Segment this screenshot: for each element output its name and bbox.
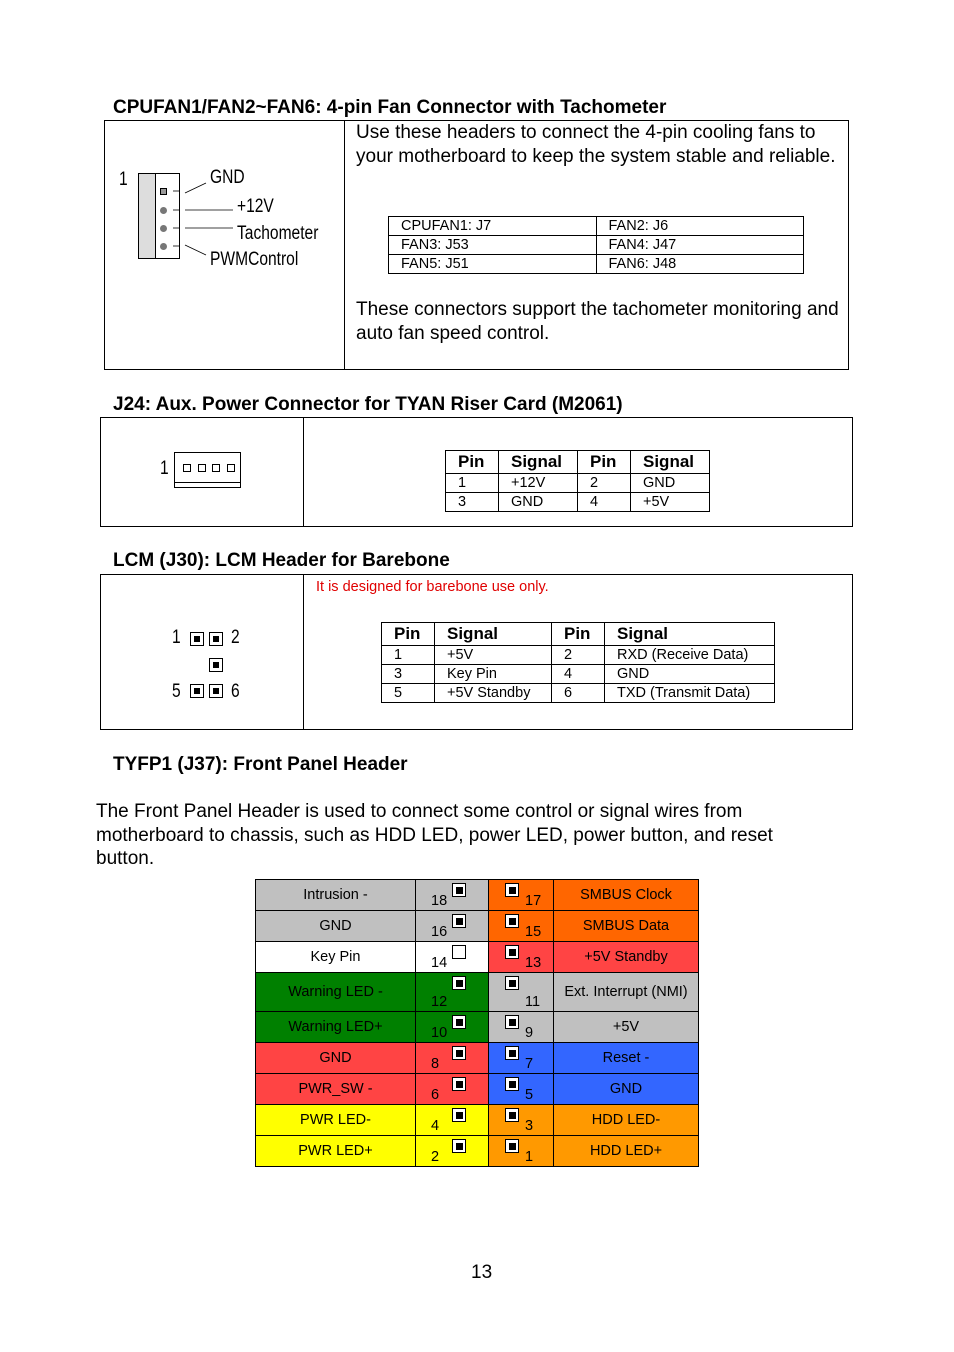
fan-label-12v: +12V [237, 196, 274, 217]
table-header: Pin Signal Pin Signal [382, 623, 775, 646]
fp-pin-number: 14 [431, 955, 448, 971]
fp-right-signal: +5V [554, 1012, 699, 1043]
fp-right-signal: HDD LED- [554, 1105, 699, 1136]
table-row: 3 GND 4 +5V [446, 493, 710, 512]
lcm-pin-label-6: 6 [231, 681, 240, 702]
j24-connector [174, 452, 241, 488]
fp-pin-square [505, 1077, 519, 1091]
fp-heading: TYFP1 (J37): Front Panel Header [113, 754, 408, 775]
table-row: 1 +12V 2 GND [446, 474, 710, 493]
table-row: FAN3: J53 FAN4: J47 [389, 236, 804, 255]
fp-right-signal: GND [554, 1074, 699, 1105]
fp-right-signal: SMBUS Data [554, 911, 699, 942]
j24-box [100, 417, 853, 527]
lcm-table [381, 622, 775, 703]
j24-table [445, 450, 710, 512]
fp-right-pin [489, 1074, 554, 1105]
table-row [256, 911, 699, 942]
fp-pin-number: 9 [525, 1025, 534, 1041]
fp-pin-square [452, 1015, 466, 1029]
fp-right-signal: +5V Standby [554, 942, 699, 973]
fan-label-gnd: GND [210, 167, 245, 188]
fp-pin-number: 4 [431, 1118, 440, 1134]
lcm-pin [190, 632, 204, 646]
fp-right-signal: Ext. Interrupt (NMI) [554, 973, 699, 1012]
fp-pin-square [505, 1108, 519, 1122]
fp-pin-square [452, 1139, 466, 1153]
fp-left-signal: Warning LED - [256, 973, 416, 1012]
fp-left-signal: GND [256, 1043, 416, 1074]
fp-pin-number: 2 [431, 1149, 440, 1165]
fp-description: The Front Panel Header is used to connect some control or signal wires from motherboard to chassis, such as HDD LED, power LED, power button, and reset button. [96, 801, 773, 869]
fp-left-pin [416, 1012, 489, 1043]
fp-right-signal: Reset - [554, 1043, 699, 1074]
lcm-pin-label-1: 1 [172, 627, 181, 648]
fp-pin-number: 15 [525, 924, 542, 940]
fan-table [388, 216, 804, 274]
fp-pin-square [505, 914, 519, 928]
fp-pin-square [505, 1015, 519, 1029]
fan-intro: Use these headers to connect the 4-pin cooling fans to your motherboard to keep the system stable and reliable. [356, 122, 836, 167]
lcm-pin [190, 684, 204, 698]
table-row: 1 +5V 2 RXD (Receive Data) [382, 646, 775, 665]
fp-right-pin [489, 911, 554, 942]
fp-pin-number: 17 [525, 893, 542, 909]
page-number: 13 [471, 1262, 493, 1283]
fp-pin-square [505, 1139, 519, 1153]
fp-left-signal: Intrusion - [256, 880, 416, 911]
table-row [256, 880, 699, 911]
fp-pin-square [452, 1077, 466, 1091]
fp-left-pin [416, 911, 489, 942]
fan-heading: CPUFAN1/FAN2~FAN6: 4-pin Fan Connector with Tachometer [113, 97, 667, 118]
table-row [256, 1012, 699, 1043]
table-header: Pin Signal Pin Signal [446, 451, 710, 474]
fp-pin-number: 6 [431, 1087, 440, 1103]
lcm-pin [209, 632, 223, 646]
fp-pin-number: 13 [525, 955, 542, 971]
j24-heading: J24: Aux. Power Connector for TYAN Riser Card (M2061) [113, 394, 623, 415]
fp-right-pin [489, 1043, 554, 1074]
lcm-pin [209, 684, 223, 698]
fp-pin-square [505, 883, 519, 897]
fan-pin1-label: 1 [119, 169, 128, 190]
table-row [256, 1105, 699, 1136]
fp-table [255, 879, 699, 1167]
fp-pin-number: 3 [525, 1118, 534, 1134]
fp-pin-number: 16 [431, 924, 448, 940]
table-row [256, 973, 699, 1012]
fp-left-pin [416, 942, 489, 973]
fp-pin-square [505, 945, 519, 959]
fp-pin-square [452, 1046, 466, 1060]
lcm-heading: LCM (J30): LCM Header for Barebone [113, 550, 450, 571]
fp-right-pin [489, 1136, 554, 1167]
fp-pin-number: 7 [525, 1056, 534, 1072]
table-row: FAN5: J51 FAN6: J48 [389, 255, 804, 274]
fan-label-tachometer: Tachometer [237, 223, 319, 244]
fp-pin-square [452, 883, 466, 897]
fp-left-signal: Warning LED+ [256, 1012, 416, 1043]
table-row [256, 1136, 699, 1167]
lcm-pin [209, 658, 223, 672]
fp-pin-number: 18 [431, 893, 448, 909]
lcm-box [100, 574, 853, 730]
table-row: 5 +5V Standby 6 TXD (Transmit Data) [382, 684, 775, 703]
fp-left-signal: Key Pin [256, 942, 416, 973]
lcm-pin-label-2: 2 [231, 627, 240, 648]
fp-right-pin [489, 973, 554, 1012]
fp-left-signal: PWR LED- [256, 1105, 416, 1136]
fp-left-signal: PWR LED+ [256, 1136, 416, 1167]
lcm-pin-label-5: 5 [172, 681, 181, 702]
fp-pin-number: 8 [431, 1056, 440, 1072]
fp-right-pin [489, 880, 554, 911]
fp-right-signal: SMBUS Clock [554, 880, 699, 911]
fp-pin-number: 12 [431, 994, 448, 1010]
fp-pin-number: 5 [525, 1087, 534, 1103]
fp-pin-number: 1 [525, 1149, 534, 1165]
fp-left-pin [416, 880, 489, 911]
table-row: 3 Key Pin 4 GND [382, 665, 775, 684]
fp-left-signal: PWR_SW - [256, 1074, 416, 1105]
fp-pin-number: 11 [525, 994, 541, 1010]
fp-left-pin [416, 1105, 489, 1136]
fp-pin-square [505, 1046, 519, 1060]
fp-pin-square [452, 976, 466, 990]
fp-right-pin [489, 942, 554, 973]
fp-right-signal: HDD LED+ [554, 1136, 699, 1167]
j24-pin1-label: 1 [160, 458, 169, 479]
fp-left-pin [416, 1136, 489, 1167]
table-row [256, 1043, 699, 1074]
fan-outro: These connectors support the tachometer monitoring and auto fan speed control. [356, 299, 839, 344]
fp-right-pin [489, 1012, 554, 1043]
table-row [256, 1074, 699, 1105]
fp-pin-square [505, 976, 519, 990]
fp-left-pin [416, 1074, 489, 1105]
fp-left-signal: GND [256, 911, 416, 942]
fp-left-pin [416, 1043, 489, 1074]
fp-pin-square [452, 914, 466, 928]
table-row [256, 942, 699, 973]
fp-right-pin [489, 1105, 554, 1136]
lcm-note: It is designed for barebone use only. [316, 579, 549, 595]
table-row: CPUFAN1: J7 FAN2: J6 [389, 217, 804, 236]
fp-pin-number: 10 [431, 1025, 448, 1041]
fan-label-pwm: PWMControl [210, 249, 299, 270]
fp-pin-square [452, 945, 466, 959]
fan-box [104, 120, 849, 370]
fp-left-pin [416, 973, 489, 1012]
fp-pin-square [452, 1108, 466, 1122]
